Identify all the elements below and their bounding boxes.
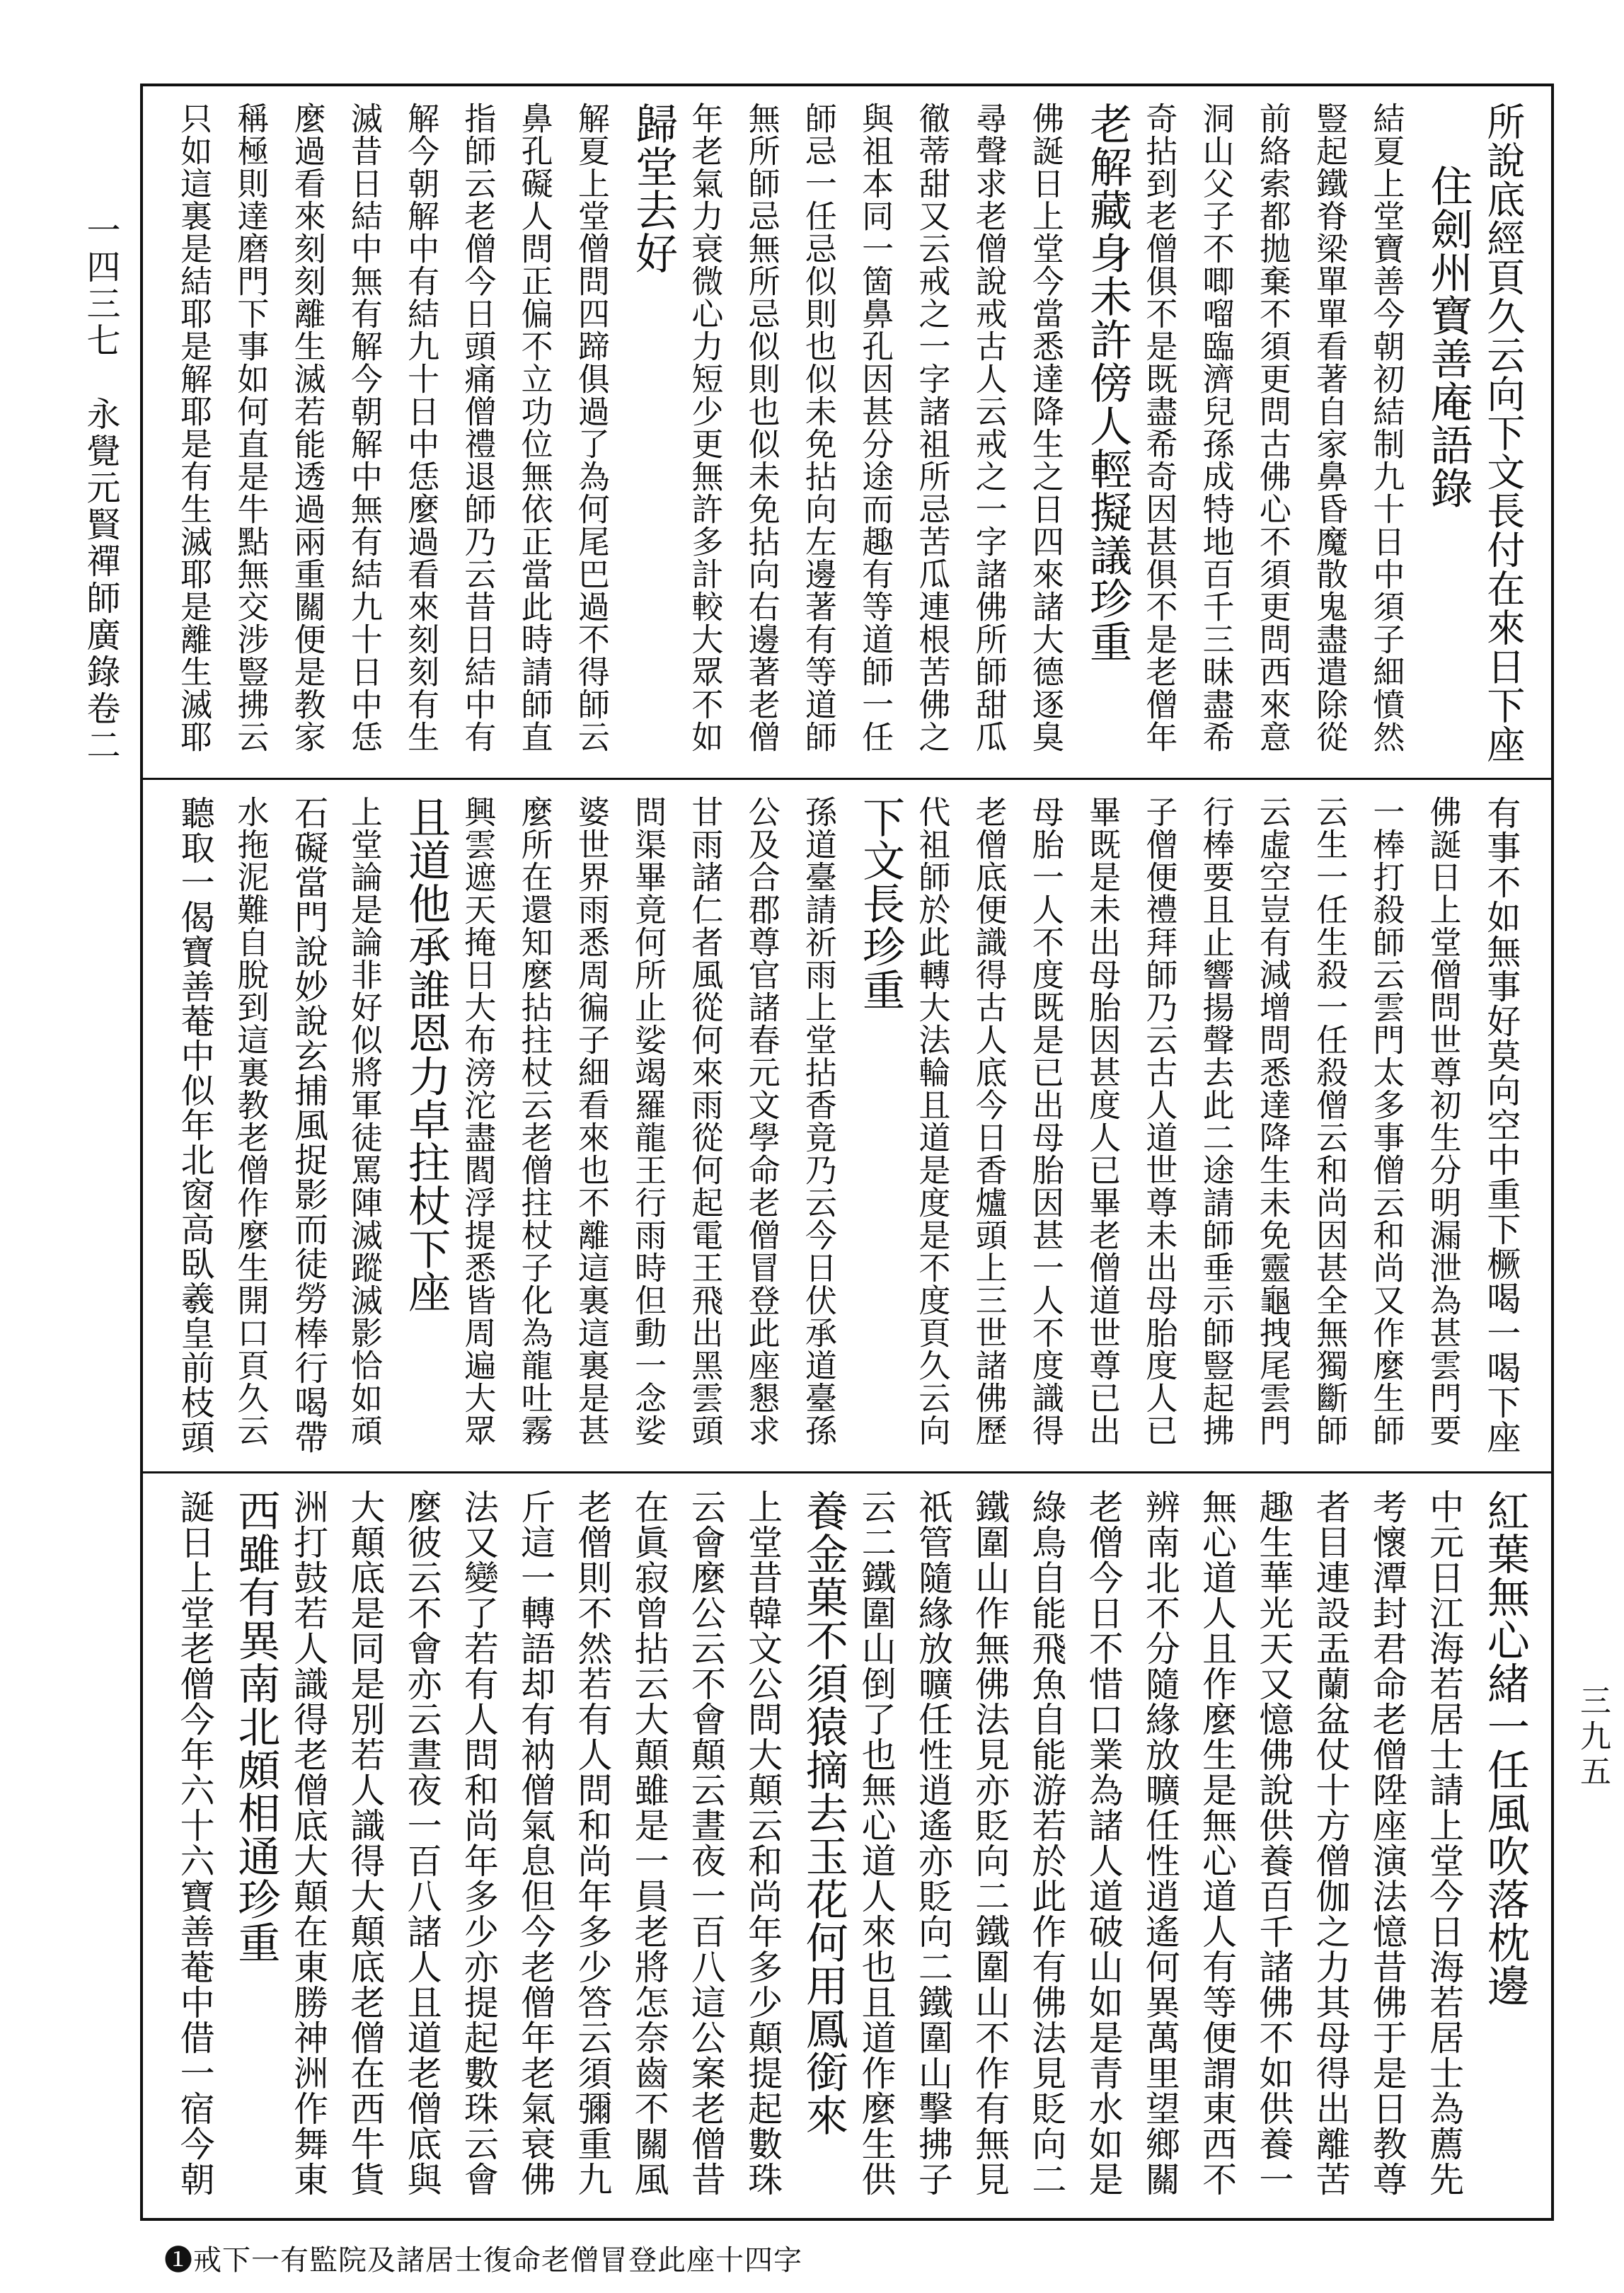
text-column: 母胎一人不度既是已出母胎因甚一人不度識得 [1026, 795, 1064, 1447]
text-column: 子僧便禮拜師乃云古人道世尊未出母胎度人已 [1140, 795, 1178, 1447]
text-column: 與祖本同一箇鼻孔因甚分途而趣有等道師一任 [856, 102, 894, 753]
text-column: 聽取一偈寶善菴中似年北窗高臥羲皇前枝頭 [175, 795, 215, 1454]
text-column: 代祖師於此轉大法輪且道是度是不度頁久云向 [913, 795, 951, 1447]
text-column: 年老氣力衰微心力短少更無許多計較大眾不如 [686, 102, 724, 753]
text-column: 下文長珍重 [856, 795, 906, 1011]
text-column: 歸堂去好 [628, 102, 679, 275]
text-column: 問渠畢竟何所止娑竭羅龍王行雨時但動一念娑 [629, 795, 667, 1447]
text-column: 老僧底便識得古人底今日香爐頭上三世諸佛歷 [969, 795, 1008, 1447]
text-column: 興雲遮天掩日大布滂沱盡閻浮提悉皆周遍大眾 [459, 795, 497, 1447]
text-column: 麼所在還知麼拈拄杖云老僧拄杖子化為龍吐霧 [515, 795, 553, 1447]
text-column: 云虛空豈有減增問悉達降生未免靈龜拽尾雲門 [1253, 795, 1291, 1447]
text-column: 老僧則不然若有人問和尚年多少答云須彌重九 [572, 1489, 613, 2197]
text-column: 西雖有異南北頗相通珍重 [231, 1489, 281, 1964]
text-column: 解夏上堂僧問四蹄俱過了為何尾巴過不得師云 [572, 102, 610, 753]
text-column: 趣生華光天又憶佛說供養百千諸佛不如供養一 [1253, 1489, 1294, 2197]
text-column: 所說底經頁久云向下文長付在來日下座 [1480, 102, 1526, 764]
text-column: 誕日上堂老僧今年六十六寶善菴中借一宿今朝 [175, 1489, 216, 2197]
text-column: 中元日江海若居士請上堂今日海若居士為薦先 [1424, 1489, 1465, 2197]
text-column: 斤這一轉語却有衲僧氣息但今老僧年老氣衰佛 [515, 1489, 556, 2197]
text-column: 只如這裏是結耶是解耶是有生滅耶是離生滅耶 [175, 102, 213, 753]
text-column: 大顛底是同是別若人識得大顛底老僧在西牛貨 [345, 1489, 386, 2197]
text-column: 豎起鐵脊梁單單看著自家鼻昏魔散鬼盡遣除從 [1311, 102, 1349, 753]
text-column: 尋聲求老僧說戒古人云戒之一字諸佛所師甜瓜 [969, 102, 1008, 753]
text-column: 無所師忌無所忌似則也似未免拈向右邊著老僧 [742, 102, 781, 753]
text-panel-bottom [143, 1473, 1551, 2218]
text-column: 者目連設盂蘭盆仗十方僧伽之力其母得出離苦 [1311, 1489, 1352, 2197]
text-column: 洲打鼓若人識得老僧底大顛在東勝神洲作舞東 [288, 1489, 329, 2197]
text-column: 解今朝解中有結九十日中恁麼過看來刻刻有生 [402, 102, 440, 753]
text-column: 老僧今日不惜口業為諸人道破山如是青水如是 [1083, 1489, 1124, 2197]
text-column: 孫道臺請祈雨上堂拈香竟乃云今日伏承道臺孫 [799, 795, 837, 1447]
text-column: 指師云老僧今日頭痛僧禮退師乃云昔日結中有 [459, 102, 497, 753]
text-column: 祇管隨緣放曠任性逍遙亦貶向二鐵圍山擊拂子 [913, 1489, 954, 2197]
text-column: 上堂論是論非好似將軍徒罵陣滅蹤滅影恰如頑 [345, 795, 383, 1447]
text-column: 上堂昔韓文公問大顛云和尚年多少顛提起數珠 [742, 1489, 783, 2197]
page-frame [140, 84, 1554, 2221]
text-column: 行棒要且止響揚聲去此二途請師垂示師豎起拂 [1197, 795, 1235, 1447]
text-column: 洞山父子不唧𠺕臨濟兒孫成特地百千三昧盡希 [1197, 102, 1235, 753]
text-column: 麼彼云不會亦云晝夜一百八諸人且道老僧底與 [402, 1489, 443, 2197]
text-column: 公及合郡尊官諸春元文學命老僧冒登此座懇求 [742, 795, 781, 1447]
text-column: 云二鐵圍山倒了也無心道人來也且道作麼生供 [856, 1489, 897, 2197]
text-column: 紅葉無心緒一任風吹落枕邊 [1480, 1489, 1530, 2007]
text-column: 甘雨諸仁者風從何來雨從何起電王飛出黑雲頭 [686, 795, 724, 1447]
text-column: 在眞寂曾拈云大顛雖是一員老將怎奈齒不關風 [629, 1489, 670, 2197]
text-column: 云生一任生殺一任殺僧云和尚因甚全無獨斷師 [1311, 795, 1349, 1447]
text-column: 有事不如無事好莫向空中重下橛喝一喝下座 [1480, 795, 1521, 1454]
text-column: 婆世界雨悉周徧子細看來也不離這裏這裏是甚 [572, 795, 610, 1447]
text-column: 住劍州寶善庵語錄 [1423, 164, 1473, 510]
text-column: 前絡索都拋棄不須更問古佛心不須更問西來意 [1253, 102, 1291, 753]
text-column: 鼻孔礙人問正偏不立功位無依正當此時請師直 [515, 102, 553, 753]
text-column: 法又變了若有人問和尚年多少亦提起數珠云會 [459, 1489, 500, 2197]
text-column: 滅昔日結中無有解今朝解中無有結九十日中恁 [345, 102, 383, 753]
text-column: 麼過看來刻刻離生滅若能透過兩重關便是教家 [288, 102, 326, 753]
text-panel-top [143, 86, 1551, 780]
book-title: 一四三七 永覺元賢禪師廣錄卷二 [81, 212, 120, 764]
text-column: 師忌一任忌似則也似未免拈向左邊著有等道師 [799, 102, 837, 753]
text-column: 水拖泥難自脫到這裏教老僧作麼生開口頁久云 [231, 795, 270, 1447]
text-column: 佛誕日上堂僧問世尊初生分明漏泄為甚雲門要 [1424, 795, 1462, 1447]
text-column: 且道他承誰恩力卓拄杖下座 [401, 795, 451, 1314]
text-column: 鐵圍山作無佛法見亦貶向二鐵圍山不作有無見 [969, 1489, 1010, 2197]
page-number: 三九五 [1574, 1684, 1611, 1791]
text-column: 徹蒂甜又云戒之一字諸祖所忌苦瓜連根苦佛之 [913, 102, 951, 753]
text-column: 一棒打殺師云雲門太多事僧云和尚又作麼生師 [1367, 795, 1405, 1447]
footnote: ❶戒下一有監院及諸居士復命老僧冒登此座十四字 [164, 2244, 802, 2277]
text-column: 辨南北不分隨緣放曠任性逍遙何異萬里望鄉關 [1140, 1489, 1181, 2197]
text-column: 綠鳥自能飛魚自能游若於此作有佛法見貶向二 [1026, 1489, 1067, 2197]
text-column: 結夏上堂寶善今朝初結制九十日中須子細憤然 [1367, 102, 1405, 753]
text-column: 老解藏身未許傍人輕擬議珍重 [1083, 102, 1133, 663]
text-column: 石礙當門說妙說玄捕風捉影而徒勞棒行喝帶 [288, 795, 328, 1454]
text-column: 稱極則達磨門下事如何直是牛點無交涉豎拂云 [231, 102, 270, 753]
text-column: 奇拈到老僧俱不是既盡希奇因甚俱不是老僧年 [1140, 102, 1178, 753]
text-column: 養金菓不須猿摘去玉花何用鳳銜來 [798, 1489, 848, 2137]
text-column: 無心道人且作麼生是無心道人有等便謂東西不 [1197, 1489, 1238, 2197]
text-panel-middle [143, 780, 1551, 1473]
text-column: 云會麼公云不會顛云晝夜一百八這公案老僧昔 [686, 1489, 727, 2197]
text-column: 佛誕日上堂今當悉達降生之日四來諸大德逐臭 [1026, 102, 1064, 753]
text-column: 考懷潭封君命老僧陞座演法憶昔佛于是日教尊 [1367, 1489, 1408, 2197]
text-column: 畢既是未出母胎因甚度人已畢老僧道世尊已出 [1083, 795, 1122, 1447]
